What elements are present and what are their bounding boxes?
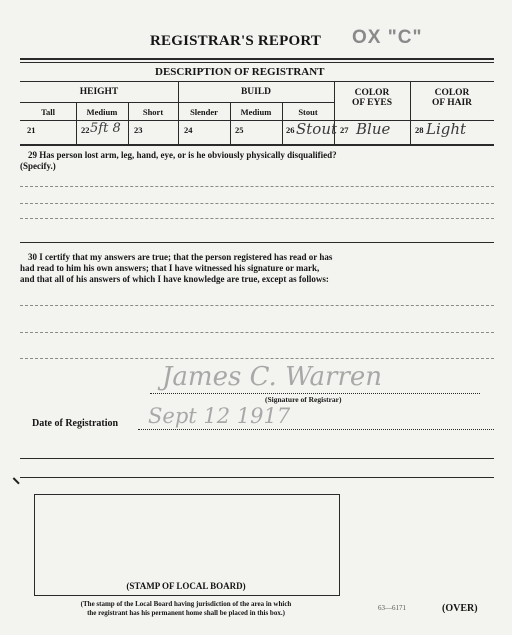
height-header: HEIGHT xyxy=(79,87,119,97)
answer-line xyxy=(20,218,494,219)
stout-label: Stout xyxy=(298,107,318,117)
field-number-22: 22 xyxy=(81,125,90,135)
answer-line xyxy=(20,186,494,187)
over-label: (OVER) xyxy=(442,603,478,614)
table-bottom-rule xyxy=(20,144,494,146)
box-stamp-text: OX "C" xyxy=(352,27,423,48)
answer-line xyxy=(20,203,494,204)
field-number-21: 21 xyxy=(27,125,36,135)
field-number-23: 23 xyxy=(134,125,143,135)
eyes-header-line2: OF EYES xyxy=(351,98,393,108)
hair-header-line2: OF HAIR xyxy=(431,98,473,108)
registrar-signature: James C. Warren xyxy=(162,362,383,392)
answer-line xyxy=(20,332,494,333)
question-30-line1: 30 I certify that my answers are true; that the person registered has read or has xyxy=(28,252,333,262)
signature-line xyxy=(150,393,480,394)
date-of-registration-label: Date of Registration xyxy=(32,418,119,429)
field-number-27: 27 xyxy=(340,125,349,135)
field-number-24: 24 xyxy=(184,125,193,135)
question-30-line2: had read to him his own answers; that I have witnessed his signature or mark, xyxy=(20,263,320,273)
description-rule xyxy=(20,81,494,82)
build-header: BUILD xyxy=(240,87,272,97)
short-label: Short xyxy=(142,107,164,117)
scan-mark xyxy=(13,472,26,485)
top-rule xyxy=(20,58,494,60)
lower-rule xyxy=(20,477,494,478)
answer-line xyxy=(20,305,494,306)
handwritten-height: 5ft 8 xyxy=(90,121,121,136)
page-title: REGISTRAR'S REPORT xyxy=(150,33,322,49)
stamp-note-line1: (The stamp of the Local Board having jurisdiction of the area in which xyxy=(80,600,292,608)
section-title-description: DESCRIPTION OF REGISTRANT xyxy=(155,66,325,78)
section-rule xyxy=(20,242,494,243)
lower-rule xyxy=(20,458,494,459)
signature-caption: (Signature of Registrar) xyxy=(265,395,342,404)
handwritten-eyes: Blue xyxy=(356,120,391,138)
field-number-26: 26 xyxy=(286,125,295,135)
form-number: 63—6171 xyxy=(378,604,406,612)
hair-header-line1: COLOR xyxy=(434,88,470,98)
stamp-caption: (STAMP OF LOCAL BOARD) xyxy=(126,581,246,591)
field-number-25: 25 xyxy=(235,125,244,135)
slender-label: Slender xyxy=(190,107,218,117)
handwritten-registration-date: Sept 12 1917 xyxy=(148,404,291,428)
answer-line xyxy=(20,358,494,359)
medium-height-label: Medium xyxy=(86,107,118,117)
date-line xyxy=(138,429,494,430)
medium-build-label: Medium xyxy=(240,107,272,117)
question-29-line2: (Specify.) xyxy=(20,161,56,171)
eyes-header-line1: COLOR xyxy=(354,88,390,98)
top-rule-2 xyxy=(20,62,494,63)
table-subheader-rule xyxy=(20,102,334,103)
stamp-note-line2: the registrant has his permanent home shall be placed in this box.) xyxy=(87,609,285,617)
question-29-line1: 29 Has person lost arm, leg, hand, eye, or is he obviously physically disqualified? xyxy=(28,150,337,160)
question-30-line3: and that all of his answers of which I have knowledge are true, except as follows: xyxy=(20,274,329,284)
handwritten-hair: Light xyxy=(426,120,467,138)
field-number-28: 28 xyxy=(415,125,424,135)
handwritten-build: Stout xyxy=(296,120,338,138)
tall-label: Tall xyxy=(41,107,55,117)
